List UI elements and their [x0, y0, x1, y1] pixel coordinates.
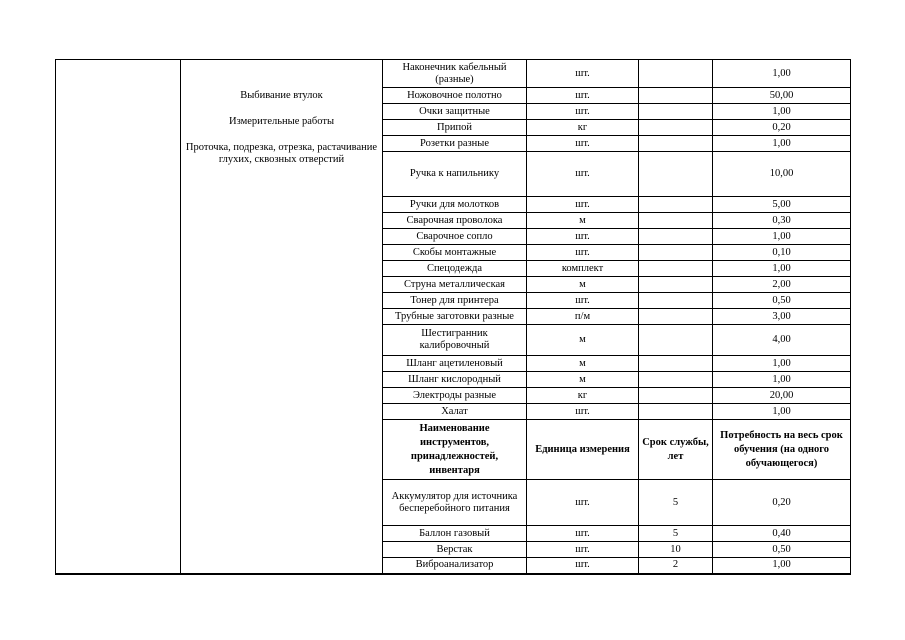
service-life-cell: [639, 388, 713, 404]
quantity-cell: 1,00: [713, 404, 851, 420]
unit-cell: м: [527, 325, 639, 356]
unit-cell: шт.: [527, 229, 639, 245]
service-life-cell: [639, 152, 713, 197]
item-name-cell: Верстак: [383, 542, 527, 558]
quantity-cell: 50,00: [713, 88, 851, 104]
quantity-cell: 1,00: [713, 261, 851, 277]
unit-cell: шт.: [527, 104, 639, 120]
service-life-cell: [639, 325, 713, 356]
unit-cell: п/м: [527, 309, 639, 325]
quantity-cell: 0,20: [713, 480, 851, 526]
item-name-cell: Очки защитные: [383, 104, 527, 120]
service-life-cell: [639, 245, 713, 261]
service-life-cell: [639, 213, 713, 229]
item-name-cell: Сварочная проволока: [383, 213, 527, 229]
item-name-cell: Шланг ацетиленовый: [383, 356, 527, 372]
operation-label: Измерительные работы: [229, 116, 334, 127]
unit-cell: шт.: [527, 245, 639, 261]
item-name-cell: Припой: [383, 120, 527, 136]
service-life-cell: [639, 277, 713, 293]
quantity-cell: 5,00: [713, 197, 851, 213]
service-life-cell: [639, 136, 713, 152]
unit-cell: шт.: [527, 88, 639, 104]
unit-cell: шт.: [527, 558, 639, 574]
unit-cell: шт.: [527, 152, 639, 197]
quantity-cell: 1,00: [713, 558, 851, 574]
service-life-cell: [639, 309, 713, 325]
quantity-cell: 1,00: [713, 104, 851, 120]
service-life-cell: [639, 293, 713, 309]
service-life-cell: [639, 229, 713, 245]
unit-cell: шт.: [527, 197, 639, 213]
unit-cell: м: [527, 356, 639, 372]
service-life-cell: [639, 356, 713, 372]
quantity-cell: 2,00: [713, 277, 851, 293]
quantity-cell: 0,50: [713, 542, 851, 558]
item-name-cell: Наконечник кабельный (разные): [383, 60, 527, 88]
service-life-cell: [639, 104, 713, 120]
quantity-cell: 10,00: [713, 152, 851, 197]
operation-label: Выбивание втулок: [240, 90, 323, 101]
table-row: [56, 60, 851, 88]
header-name: Наименование инструментов, принадлежностей, инвентаря: [383, 420, 527, 480]
service-life-cell: [639, 197, 713, 213]
unit-cell: шт.: [527, 480, 639, 526]
item-name-cell: Сварочное сопло: [383, 229, 527, 245]
quantity-cell: 0,20: [713, 120, 851, 136]
header-life: Срок службы, лет: [639, 420, 713, 480]
item-name-cell: Ручка к напильнику: [383, 152, 527, 197]
service-life-cell: 5: [639, 480, 713, 526]
item-name-cell: Розетки разные: [383, 136, 527, 152]
unit-cell: м: [527, 372, 639, 388]
quantity-cell: 1,00: [713, 356, 851, 372]
unit-cell: шт.: [527, 60, 639, 88]
unit-cell: кг: [527, 120, 639, 136]
operations-cell: [181, 60, 383, 574]
unit-cell: шт.: [527, 293, 639, 309]
unit-cell: шт.: [527, 404, 639, 420]
service-life-cell: [639, 261, 713, 277]
unit-cell: кг: [527, 388, 639, 404]
operation-label: Проточка, подрезка, отрезка, растачивание глухих, сквозных отверстий: [185, 142, 378, 165]
item-name-cell: Электроды разные: [383, 388, 527, 404]
quantity-cell: 1,00: [713, 372, 851, 388]
service-life-cell: 5: [639, 526, 713, 542]
unit-cell: комплект: [527, 261, 639, 277]
supplies-table: [55, 59, 851, 575]
blank-column-cell: [56, 60, 181, 574]
quantity-cell: 0,10: [713, 245, 851, 261]
service-life-cell: [639, 404, 713, 420]
quantity-cell: 1,00: [713, 136, 851, 152]
item-name-cell: Струна металлическая: [383, 277, 527, 293]
service-life-cell: [639, 120, 713, 136]
service-life-cell: 2: [639, 558, 713, 574]
quantity-cell: 20,00: [713, 388, 851, 404]
unit-cell: м: [527, 277, 639, 293]
service-life-cell: 10: [639, 542, 713, 558]
item-name-cell: Скобы монтажные: [383, 245, 527, 261]
item-name-cell: Шланг кислородный: [383, 372, 527, 388]
item-name-cell: Ручки для молотков: [383, 197, 527, 213]
item-name-cell: Тонер для принтера: [383, 293, 527, 309]
header-unit: Единица измерения: [527, 420, 639, 480]
unit-cell: шт.: [527, 526, 639, 542]
quantity-cell: 0,50: [713, 293, 851, 309]
quantity-cell: 4,00: [713, 325, 851, 356]
service-life-cell: [639, 60, 713, 88]
item-name-cell: Трубные заготовки разные: [383, 309, 527, 325]
item-name-cell: Ножовочное полотно: [383, 88, 527, 104]
item-name-cell: Аккумулятор для источника бесперебойного питания: [383, 480, 527, 526]
service-life-cell: [639, 372, 713, 388]
service-life-cell: [639, 88, 713, 104]
header-qty: Потребность на весь срок обучения (на одного обучающегося): [713, 420, 851, 480]
unit-cell: шт.: [527, 542, 639, 558]
unit-cell: шт.: [527, 136, 639, 152]
quantity-cell: 1,00: [713, 60, 851, 88]
item-name-cell: Баллон газовый: [383, 526, 527, 542]
item-name-cell: Спецодежда: [383, 261, 527, 277]
unit-cell: м: [527, 213, 639, 229]
item-name-cell: Шестигранник калибровочный: [383, 325, 527, 356]
quantity-cell: 1,00: [713, 229, 851, 245]
item-name-cell: Виброанализатор: [383, 558, 527, 574]
quantity-cell: 0,40: [713, 526, 851, 542]
item-name-cell: Халат: [383, 404, 527, 420]
quantity-cell: 0,30: [713, 213, 851, 229]
document-sheet: [55, 59, 851, 575]
quantity-cell: 3,00: [713, 309, 851, 325]
